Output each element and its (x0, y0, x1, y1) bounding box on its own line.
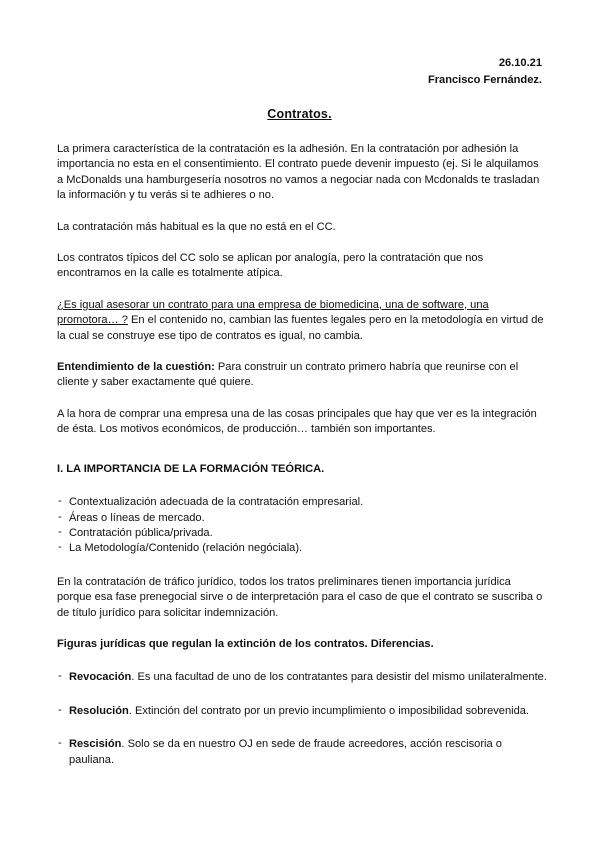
question-underlined: ¿Es igual asesorar un contrato para una empresa de biomedicina, una de software, una promotora… ? (57, 298, 489, 327)
figuras-heading: Figuras jurídicas que regulan la extinción de los contratos. Diferencias. (57, 637, 434, 650)
paragraph-contratos-tipicos: Los contratos típicos del CC solo se aplican por analogía, pero la contratación que nos encontramos en la calle es totalmente atípica. (57, 252, 484, 280)
dash-bullet: - (58, 670, 62, 683)
list-item: - Contextualización adecuada de la contratación empresarial. (57, 495, 547, 510)
formacion-list (57, 495, 547, 557)
paragraph-contratacion-habitual: La contratación más habitual es la que no está en el CC. (57, 220, 336, 233)
definition-text: . Es una facultad de uno de los contratantes para desistir del mismo unilateralmente. (131, 671, 547, 684)
dash-bullet: - (58, 703, 62, 716)
list-item: - Contratación pública/privada. (57, 526, 547, 541)
list-item: - Áreas o líneas de mercado. (57, 511, 547, 526)
paragraph-compra-empresa: A la hora de comprar una empresa una de las cosas principales que hay que ver es la integración de ésta. Los motivos económicos, de producción… también son importantes. (57, 407, 537, 436)
definition-item (57, 737, 547, 768)
definition-term: Rescisión (69, 738, 122, 751)
definition-item (57, 704, 547, 719)
dash-bullet: - (58, 737, 62, 750)
question-answer: En el contenido no, cambian las fuentes legales pero en la metodología en virtud de la cual se construye ese tipo de contratos es igual, no cambia. (57, 314, 544, 342)
entendimiento-text: Para construir un contrato primero habría que reunirse con el cliente y saber exactamente qué quiere. (57, 361, 519, 389)
definition-term: Revocación (69, 671, 132, 684)
document-body (57, 142, 547, 786)
paragraph-entendimiento (57, 360, 547, 391)
definition-item (57, 670, 547, 685)
section-heading-formacion-teorica: I. LA IMPORTANCIA DE LA FORMACIÓN TEÓRICA. (57, 462, 325, 475)
definition-text: . Extinción del contrato por un previo incumplimiento o imposibilidad sobrevenida. (128, 704, 530, 717)
paragraph-asesorar (57, 298, 547, 344)
document-author: Francisco Fernández. (427, 74, 542, 86)
paragraph-adhesion: La primera característica de la contratación es la adhesión. En la contratación por adhesión la importancia no esta en el consentimiento. El contrato puede devenir impuesto (ej. Si le alquilamos a McDonalds una hamburgesería nosotros no vamos a negociar nada con Mcdonalds te trasladan la información y tu verás si te adhieres o no. (57, 143, 540, 202)
document-title: Contratos. (267, 107, 332, 121)
list-item: - La Metodología/Contenido (relación negóciala). (57, 541, 547, 556)
document-header (428, 56, 542, 90)
paragraph-trafico-juridico: En la contratación de tráfico jurídico, todos los tratos preliminares tienen importancia jurídica porque esa fase prenegocial sirve o de interpretación para el caso de que el contrato se suscriba o de título jurídico para solicitar indemnización. (57, 575, 543, 619)
definition-term: Resolución (69, 704, 129, 717)
definition-text: . Solo se da en nuestro OJ en sede de fraude acreedores, acción rescisoria o pauliana. (69, 738, 502, 766)
document-date: 26.10.21 (498, 57, 542, 69)
entendimiento-label: Entendimiento de la cuestión: (57, 361, 215, 374)
